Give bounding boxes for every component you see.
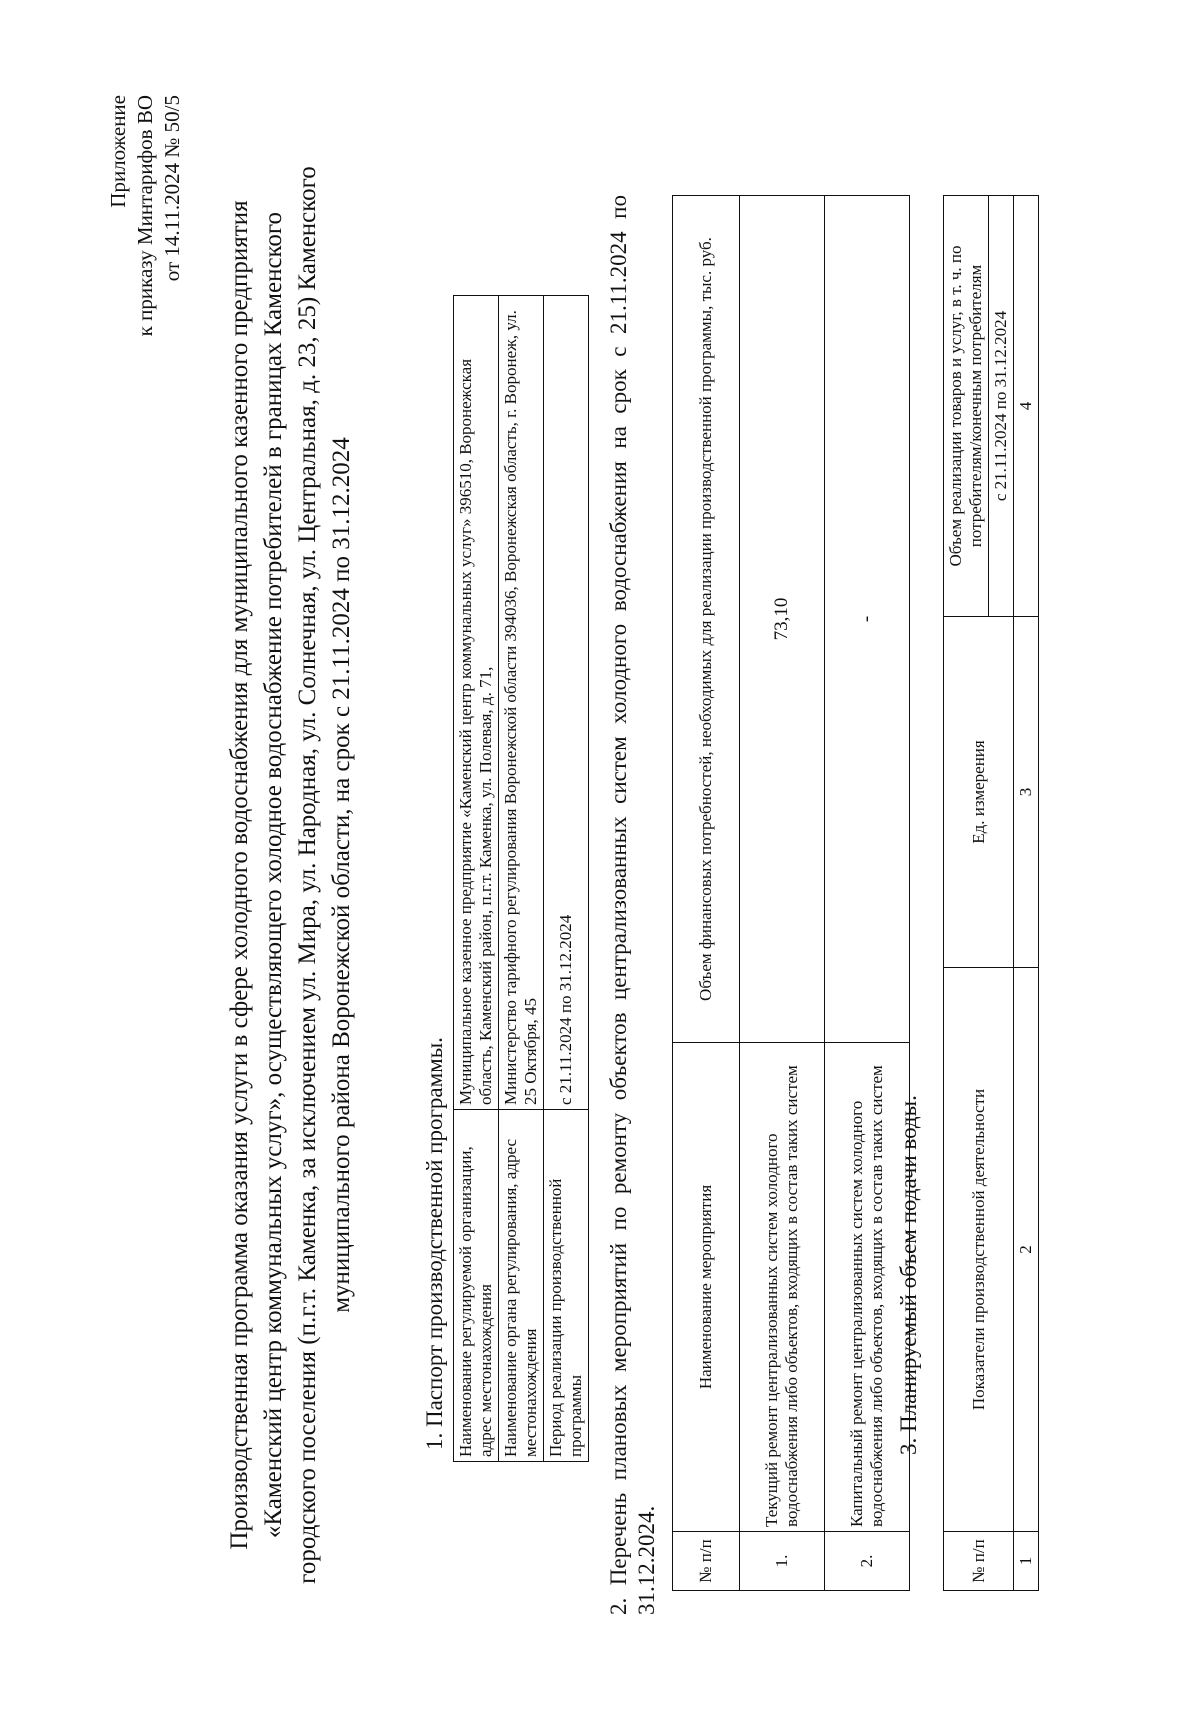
- section-3-title: 3. Планируемый объем подачи воды.: [896, 1095, 921, 1455]
- table-row: [454, 296, 499, 1462]
- row-name: Капитальный ремонт централизованных систем холодного водоснабжения либо объектов, входящих в состав таких систем: [825, 1043, 910, 1532]
- column-number: 3: [1014, 617, 1039, 968]
- repair-measures-table: [672, 195, 910, 1591]
- passport-value: с 21.11.2024 по 31.12.2024: [544, 296, 589, 1110]
- table-number-row: [1014, 196, 1039, 1591]
- section-1-title: 1. Паспорт производственной программы.: [422, 1037, 447, 1450]
- row-num: 1.: [740, 1532, 825, 1591]
- col-header-name: Наименование мероприятия: [673, 1043, 740, 1532]
- passport-label: Наименование органа регулирования, адрес местонахождения: [499, 1110, 544, 1462]
- water-supply-volume-table: [943, 195, 1039, 1591]
- row-num: 2.: [825, 1532, 910, 1591]
- table-row: [499, 296, 544, 1462]
- passport-table: [453, 295, 589, 1462]
- col-header-period: с 21.11.2024 по 31.12.2024: [989, 196, 1014, 617]
- column-number: 4: [1014, 196, 1039, 617]
- table-row: [544, 296, 589, 1462]
- passport-value: Муниципальное казенное предприятие «Каменский центр коммунальных услуг» 396510, Воронежская область, Каменский район, п.г.т. Каменка, ул. Полевая, д. 71,: [454, 296, 499, 1110]
- col-header-num: № п/п: [944, 1532, 1014, 1591]
- column-number: 2: [1014, 968, 1039, 1532]
- row-value: 73,10: [740, 196, 825, 1043]
- document-page: [105, 95, 1065, 1615]
- col-header-indicator: Показатели производственной деятельности: [944, 968, 1014, 1532]
- appendix-line-3: от 14.11.2024 № 50/5: [160, 95, 184, 282]
- row-value: -: [825, 196, 910, 1043]
- col-header-value: Объем финансовых потребностей, необходимых для реализации производственной программы, тыс. руб.: [673, 196, 740, 1043]
- row-name: Текущий ремонт централизованных систем холодного водоснабжения либо объектов, входящих в состав таких систем: [740, 1043, 825, 1532]
- col-header-num: № п/п: [673, 1532, 740, 1591]
- passport-label: Наименование регулируемой организации, адрес местонахождения: [454, 1110, 499, 1462]
- table-row: [740, 196, 825, 1591]
- col-header-volume: Объем реализации товаров и услуг, в т. ч. по потребителям/конечным потребителям: [944, 196, 989, 617]
- appendix-line-1: Приложение: [106, 95, 130, 208]
- passport-label: Период реализации производственной программы: [544, 1110, 589, 1462]
- appendix-header: [105, 95, 186, 336]
- table-header-row: [944, 196, 989, 1591]
- section-2-title: 2. Перечень плановых мероприятий по ремонту объектов централизованных систем холодного водоснабжения на срок с 21.11.2024 по 31.12.2024.: [606, 195, 659, 1615]
- passport-value: Министерство тарифного регулирования Воронежской области 394036, Воронежская область, г. Воронеж, ул. 25 Октября, 45: [499, 296, 544, 1110]
- document-title: Производственная программа оказания услуги в сфере холодного водоснабжения для муниципального казенного предприятия «Каменский центр коммунальных услуг», осуществляющего холодное водоснабжение потребителей в границах Каменского городского поселения (п.г.т. Каменка, за исключением ул. Мира, ул. Народная, ул. Солнечная, ул. Центральная, д. 23, 25) Каменского муниципального района Воронежской области, на срок с 21.11.2024 по 31.12.2024: [226, 166, 355, 1584]
- column-number: 1: [1014, 1532, 1039, 1591]
- table-header-row: [673, 196, 740, 1591]
- appendix-line-2: к приказу Минтарифов ВО: [133, 95, 157, 337]
- col-header-unit: Ед. измерения: [944, 617, 1014, 968]
